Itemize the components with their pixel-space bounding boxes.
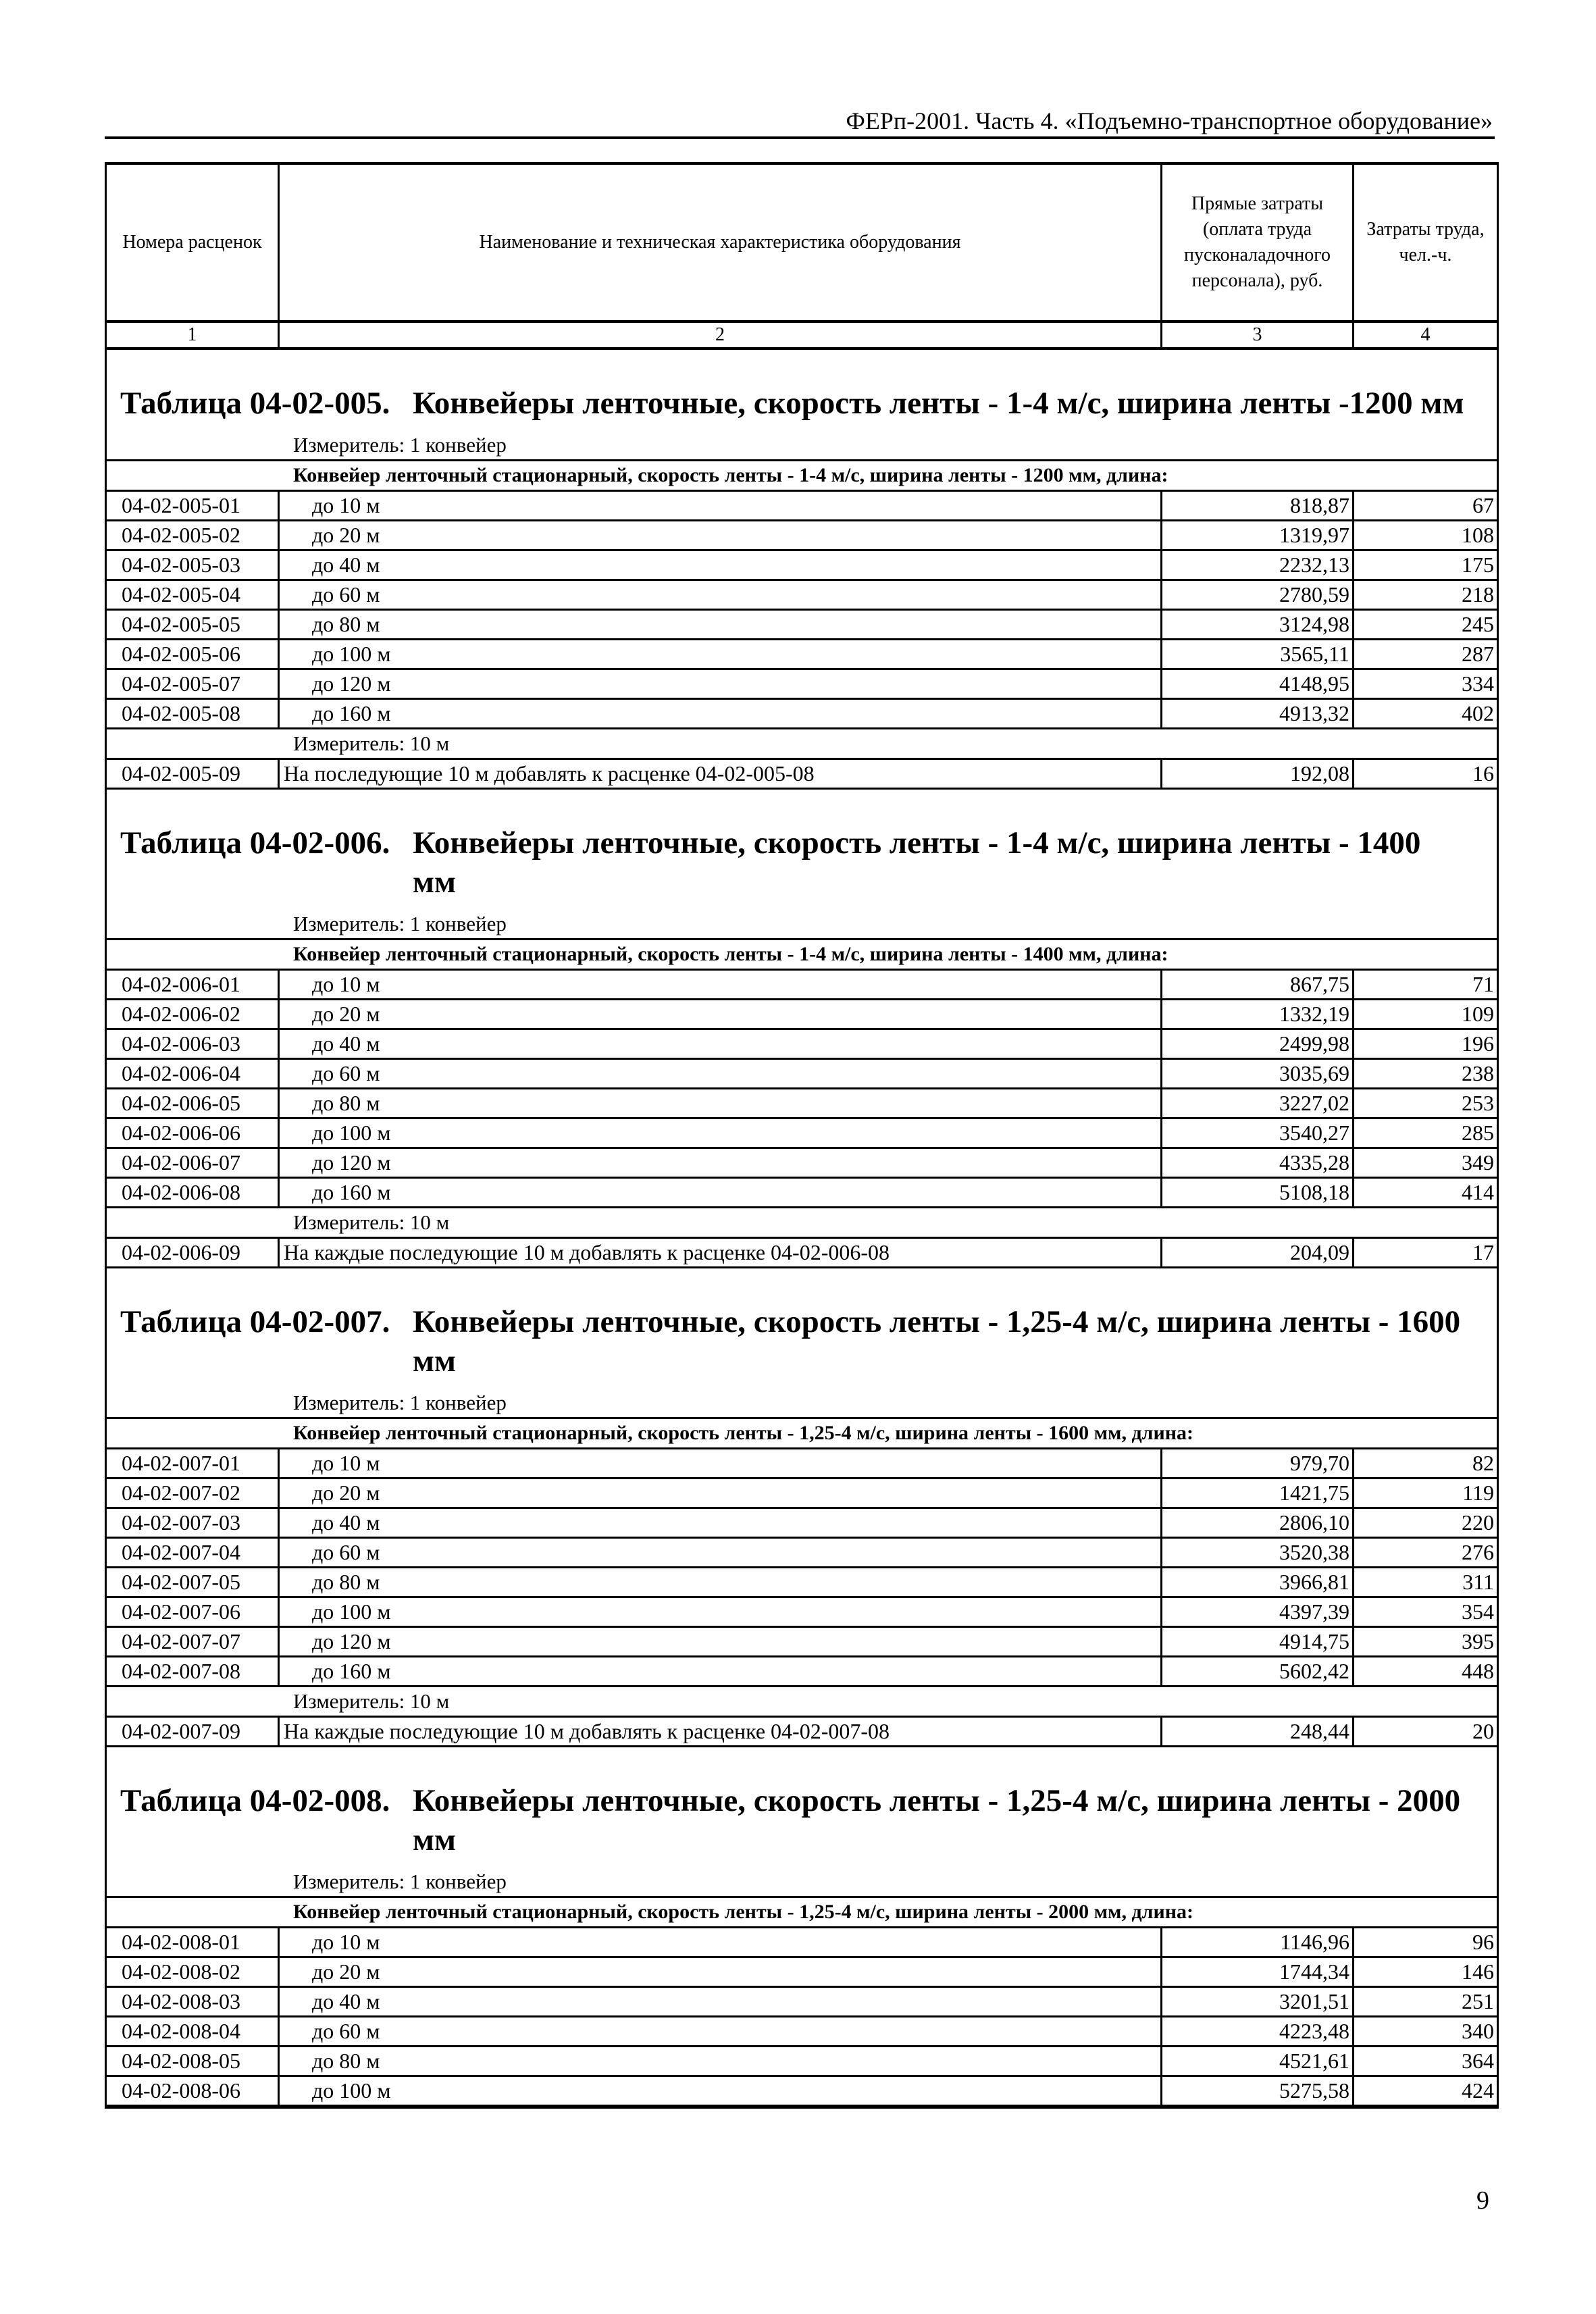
description: до 10 м <box>280 971 1162 998</box>
measure-unit: Измеритель: 10 м <box>293 1689 450 1713</box>
running-header: ФЕРп-2001. Часть 4. «Подъемно-транспортное оборудование» <box>846 107 1493 134</box>
direct-cost: 3124,98 <box>1162 611 1354 638</box>
sections <box>107 350 1497 2107</box>
table-row <box>107 700 1497 729</box>
direct-cost: 5108,18 <box>1162 1179 1354 1206</box>
measure-unit: Измеритель: 1 конвейер <box>293 1391 507 1414</box>
table-row <box>107 551 1497 581</box>
description: до 40 м <box>280 551 1162 579</box>
labor-cost: 253 <box>1462 1091 1494 1115</box>
rate-code: 04-02-005-01 <box>107 492 280 519</box>
rate-code: 04-02-007-03 <box>107 1509 280 1537</box>
labor-cost: 285 <box>1462 1121 1494 1145</box>
labor-cost: 96 <box>1472 1930 1494 1954</box>
labor-cost: 276 <box>1462 1540 1494 1564</box>
rate-code: 04-02-006-02 <box>107 1000 280 1028</box>
description: до 160 м <box>280 700 1162 727</box>
labor-cost: 67 <box>1472 493 1494 517</box>
labor-cost: 340 <box>1462 2019 1494 2043</box>
direct-cost: 4521,61 <box>1162 2047 1354 2075</box>
subheader: Конвейер ленточный стационарный, скорость ленты - 1,25-4 м/с, ширина ленты - 1600 мм, длина: <box>107 1417 1497 1449</box>
description: до 60 м <box>280 581 1162 609</box>
labor-cost: 334 <box>1462 671 1494 696</box>
section-title-text: Конвейеры ленточные, скорость ленты - 1-4 м/с, ширина ленты - 1400 мм <box>413 825 1421 900</box>
labor-cost: 395 <box>1462 1629 1494 1653</box>
table-row <box>107 670 1497 700</box>
labor-cost: 20 <box>1472 1719 1494 1743</box>
direct-cost: 2780,59 <box>1162 581 1354 609</box>
labor-cost: 17 <box>1472 1240 1494 1264</box>
table-row <box>107 1000 1497 1030</box>
table-row <box>107 2077 1497 2107</box>
rate-code: 04-02-005-09 <box>107 760 280 788</box>
rate-code: 04-02-005-06 <box>107 640 280 668</box>
description: до 10 м <box>280 492 1162 519</box>
direct-cost: 4335,28 <box>1162 1149 1354 1177</box>
direct-cost: 4397,39 <box>1162 1598 1354 1626</box>
description: до 60 м <box>280 1539 1162 1566</box>
table-row <box>107 611 1497 640</box>
table-row <box>107 971 1497 1000</box>
labor-cost: 414 <box>1462 1180 1494 1204</box>
labor-cost: 402 <box>1462 701 1494 725</box>
direct-cost: 4148,95 <box>1162 670 1354 698</box>
rate-code: 04-02-006-04 <box>107 1060 280 1087</box>
table-row <box>107 1089 1497 1119</box>
section-label: Таблица 04-02-008. <box>120 1783 390 1818</box>
rate-code: 04-02-005-07 <box>107 670 280 698</box>
page-number: 9 <box>1476 2186 1489 2215</box>
rate-code: 04-02-007-08 <box>107 1657 280 1685</box>
labor-cost: 287 <box>1462 642 1494 666</box>
rate-code: 04-02-007-09 <box>107 1718 280 1745</box>
measure-unit: Измеритель: 1 конвейер <box>293 1870 507 1893</box>
column-number: 1 <box>107 323 280 347</box>
measure-unit: Измеритель: 1 конвейер <box>293 433 507 457</box>
direct-cost: 4914,75 <box>1162 1628 1354 1655</box>
table-row <box>107 1030 1497 1060</box>
description: до 120 м <box>280 1628 1162 1655</box>
description: На последующие 10 м добавлять к расценке 04-02-005-08 <box>280 760 1162 788</box>
table-row <box>107 1928 1497 1958</box>
table-row <box>107 1958 1497 1988</box>
rate-code: 04-02-008-05 <box>107 2047 280 2075</box>
labor-cost: 108 <box>1462 523 1494 547</box>
description: до 40 м <box>280 1509 1162 1537</box>
table-row <box>107 1479 1497 1509</box>
table-section <box>107 1268 1497 1747</box>
rate-code: 04-02-008-01 <box>107 1928 280 1956</box>
labor-cost: 364 <box>1462 2049 1494 2073</box>
description: до 100 м <box>280 640 1162 668</box>
column-number: 3 <box>1162 323 1354 347</box>
labor-cost: 119 <box>1462 1481 1494 1505</box>
rate-code: 04-02-005-04 <box>107 581 280 609</box>
direct-cost: 2232,13 <box>1162 551 1354 579</box>
labor-cost: 448 <box>1462 1659 1494 1683</box>
description: до 80 м <box>280 1568 1162 1596</box>
table-row <box>107 640 1497 670</box>
labor-cost: 218 <box>1462 582 1494 607</box>
labor-cost: 175 <box>1462 552 1494 577</box>
rate-code: 04-02-006-08 <box>107 1179 280 1206</box>
section-label: Таблица 04-02-006. <box>120 825 390 860</box>
direct-cost: 1146,96 <box>1162 1928 1354 1956</box>
description: до 120 м <box>280 1149 1162 1177</box>
direct-cost: 1421,75 <box>1162 1479 1354 1507</box>
description: до 10 м <box>280 1449 1162 1477</box>
direct-cost: 3227,02 <box>1162 1089 1354 1117</box>
direct-cost: 2806,10 <box>1162 1509 1354 1537</box>
table-row <box>107 1657 1497 1687</box>
description: до 100 м <box>280 1119 1162 1147</box>
table-row <box>107 1988 1497 2017</box>
description: до 120 м <box>280 670 1162 698</box>
labor-cost: 71 <box>1472 972 1494 996</box>
table-row <box>107 2017 1497 2047</box>
description: до 100 м <box>280 2077 1162 2105</box>
description: до 60 м <box>280 2017 1162 2045</box>
description: до 160 м <box>280 1179 1162 1206</box>
subheader: Конвейер ленточный стационарный, скорость ленты - 1-4 м/с, ширина ленты - 1200 мм, длина: <box>107 459 1497 492</box>
table-row <box>107 1716 1497 1747</box>
table-row <box>107 1598 1497 1628</box>
rate-code: 04-02-006-03 <box>107 1030 280 1058</box>
table-row <box>107 1119 1497 1149</box>
section-title-text: Конвейеры ленточные, скорость ленты - 1-4 м/с, ширина ленты -1200 мм <box>413 386 1464 421</box>
measure-unit: Измеритель: 10 м <box>293 731 450 755</box>
description: до 40 м <box>280 1030 1162 1058</box>
labor-cost: 251 <box>1462 1989 1494 2013</box>
section-title <box>107 350 1497 431</box>
rates-table <box>105 162 1499 2109</box>
labor-cost: 220 <box>1462 1510 1494 1535</box>
direct-cost: 3565,11 <box>1162 640 1354 668</box>
direct-cost: 204,09 <box>1162 1239 1354 1266</box>
rate-code: 04-02-008-06 <box>107 2077 280 2105</box>
direct-cost: 979,70 <box>1162 1449 1354 1477</box>
description: до 80 м <box>280 611 1162 638</box>
description: На каждые последующие 10 м добавлять к расценке 04-02-007-08 <box>280 1718 1162 1745</box>
table-row <box>107 2047 1497 2077</box>
rate-code: 04-02-006-06 <box>107 1119 280 1147</box>
direct-cost: 4223,48 <box>1162 2017 1354 2045</box>
description: до 20 м <box>280 1000 1162 1028</box>
description: до 80 м <box>280 1089 1162 1117</box>
table-section <box>107 790 1497 1268</box>
table-row <box>107 1149 1497 1179</box>
measure-unit: Измеритель: 1 конвейер <box>293 912 507 935</box>
description: до 60 м <box>280 1060 1162 1087</box>
direct-cost: 3201,51 <box>1162 1988 1354 2015</box>
rate-code: 04-02-005-08 <box>107 700 280 727</box>
description: до 20 м <box>280 1479 1162 1507</box>
section-title-text: Конвейеры ленточные, скорость ленты - 1,25-4 м/с, ширина ленты - 1600 мм <box>413 1304 1461 1379</box>
rate-code: 04-02-006-09 <box>107 1239 280 1266</box>
labor-cost: 16 <box>1472 761 1494 786</box>
subheader: Конвейер ленточный стационарный, скорость ленты - 1,25-4 м/с, ширина ленты - 2000 мм, длина: <box>107 1896 1497 1928</box>
description: до 100 м <box>280 1598 1162 1626</box>
direct-cost: 192,08 <box>1162 760 1354 788</box>
rate-code: 04-02-006-07 <box>107 1149 280 1177</box>
direct-cost: 3520,38 <box>1162 1539 1354 1566</box>
table-header <box>107 162 1497 323</box>
rate-code: 04-02-007-07 <box>107 1628 280 1655</box>
direct-cost: 1744,34 <box>1162 1958 1354 1986</box>
table-row <box>107 1628 1497 1657</box>
labor-cost: 349 <box>1462 1150 1494 1175</box>
table-row <box>107 758 1497 790</box>
section-title <box>107 790 1497 910</box>
description: На каждые последующие 10 м добавлять к расценке 04-02-006-08 <box>280 1239 1162 1266</box>
labor-cost: 109 <box>1462 1002 1494 1026</box>
labor-cost: 82 <box>1472 1451 1494 1475</box>
subheader: Конвейер ленточный стационарный, скорость ленты - 1-4 м/с, ширина ленты - 1400 мм, длина: <box>107 938 1497 971</box>
table-row <box>107 1568 1497 1598</box>
direct-cost: 1319,97 <box>1162 521 1354 549</box>
labor-cost: 354 <box>1462 1599 1494 1624</box>
direct-cost: 2499,98 <box>1162 1030 1354 1058</box>
description: до 40 м <box>280 1988 1162 2015</box>
section-title-text: Конвейеры ленточные, скорость ленты - 1,25-4 м/с, ширина ленты - 2000 мм <box>413 1783 1461 1857</box>
rate-code: 04-02-006-05 <box>107 1089 280 1117</box>
direct-cost: 3540,27 <box>1162 1119 1354 1147</box>
rate-code: 04-02-007-04 <box>107 1539 280 1566</box>
labor-cost: 238 <box>1462 1061 1494 1085</box>
labor-cost: 146 <box>1462 1959 1494 1984</box>
table-row <box>107 1449 1497 1479</box>
direct-cost: 3035,69 <box>1162 1060 1354 1087</box>
table-row <box>107 492 1497 521</box>
table-row <box>107 1509 1497 1539</box>
table-row <box>107 521 1497 551</box>
rate-code: 04-02-006-01 <box>107 971 280 998</box>
header-labor-costs: Затраты труда, чел.-ч. <box>1366 219 1485 265</box>
column-number: 4 <box>1420 324 1431 345</box>
description: до 20 м <box>280 521 1162 549</box>
table-row <box>107 1060 1497 1089</box>
table-section <box>107 1747 1497 2107</box>
direct-cost: 248,44 <box>1162 1718 1354 1745</box>
direct-cost: 818,87 <box>1162 492 1354 519</box>
direct-cost: 1332,19 <box>1162 1000 1354 1028</box>
measure-unit: Измеритель: 10 м <box>293 1210 450 1234</box>
section-label: Таблица 04-02-005. <box>120 386 390 421</box>
rate-code: 04-02-008-02 <box>107 1958 280 1986</box>
labor-cost: 245 <box>1462 612 1494 636</box>
section-title <box>107 1268 1497 1389</box>
description: до 20 м <box>280 1958 1162 1986</box>
rate-code: 04-02-007-06 <box>107 1598 280 1626</box>
labor-cost: 196 <box>1462 1031 1494 1056</box>
rate-code: 04-02-007-02 <box>107 1479 280 1507</box>
rate-code: 04-02-008-03 <box>107 1988 280 2015</box>
rate-code: 04-02-005-03 <box>107 551 280 579</box>
rate-code: 04-02-008-04 <box>107 2017 280 2045</box>
table-row <box>107 1539 1497 1568</box>
header-rule <box>105 136 1495 139</box>
direct-cost: 5275,58 <box>1162 2077 1354 2105</box>
labor-cost: 424 <box>1462 2078 1494 2103</box>
section-title <box>107 1747 1497 1868</box>
description: до 80 м <box>280 2047 1162 2075</box>
table-row <box>107 1179 1497 1208</box>
rate-code: 04-02-007-01 <box>107 1449 280 1477</box>
labor-cost: 311 <box>1462 1570 1494 1594</box>
table-row <box>107 1237 1497 1268</box>
description: до 160 м <box>280 1657 1162 1685</box>
section-label: Таблица 04-02-007. <box>120 1304 390 1339</box>
header-rate-numbers: Номера расценок <box>107 165 280 320</box>
direct-cost: 867,75 <box>1162 971 1354 998</box>
table-row <box>107 581 1497 611</box>
header-direct-costs: Прямые затраты (оплата труда пусконаладочного персонала), руб. <box>1162 165 1354 320</box>
table-section <box>107 350 1497 790</box>
rate-code: 04-02-007-05 <box>107 1568 280 1596</box>
direct-cost: 4913,32 <box>1162 700 1354 727</box>
direct-cost: 3966,81 <box>1162 1568 1354 1596</box>
description: до 10 м <box>280 1928 1162 1956</box>
header-equipment-name: Наименование и техническая характеристика оборудования <box>280 165 1162 320</box>
column-numbers-row <box>107 323 1497 350</box>
rate-code: 04-02-005-02 <box>107 521 280 549</box>
direct-cost: 5602,42 <box>1162 1657 1354 1685</box>
column-number: 2 <box>280 323 1162 347</box>
rate-code: 04-02-005-05 <box>107 611 280 638</box>
